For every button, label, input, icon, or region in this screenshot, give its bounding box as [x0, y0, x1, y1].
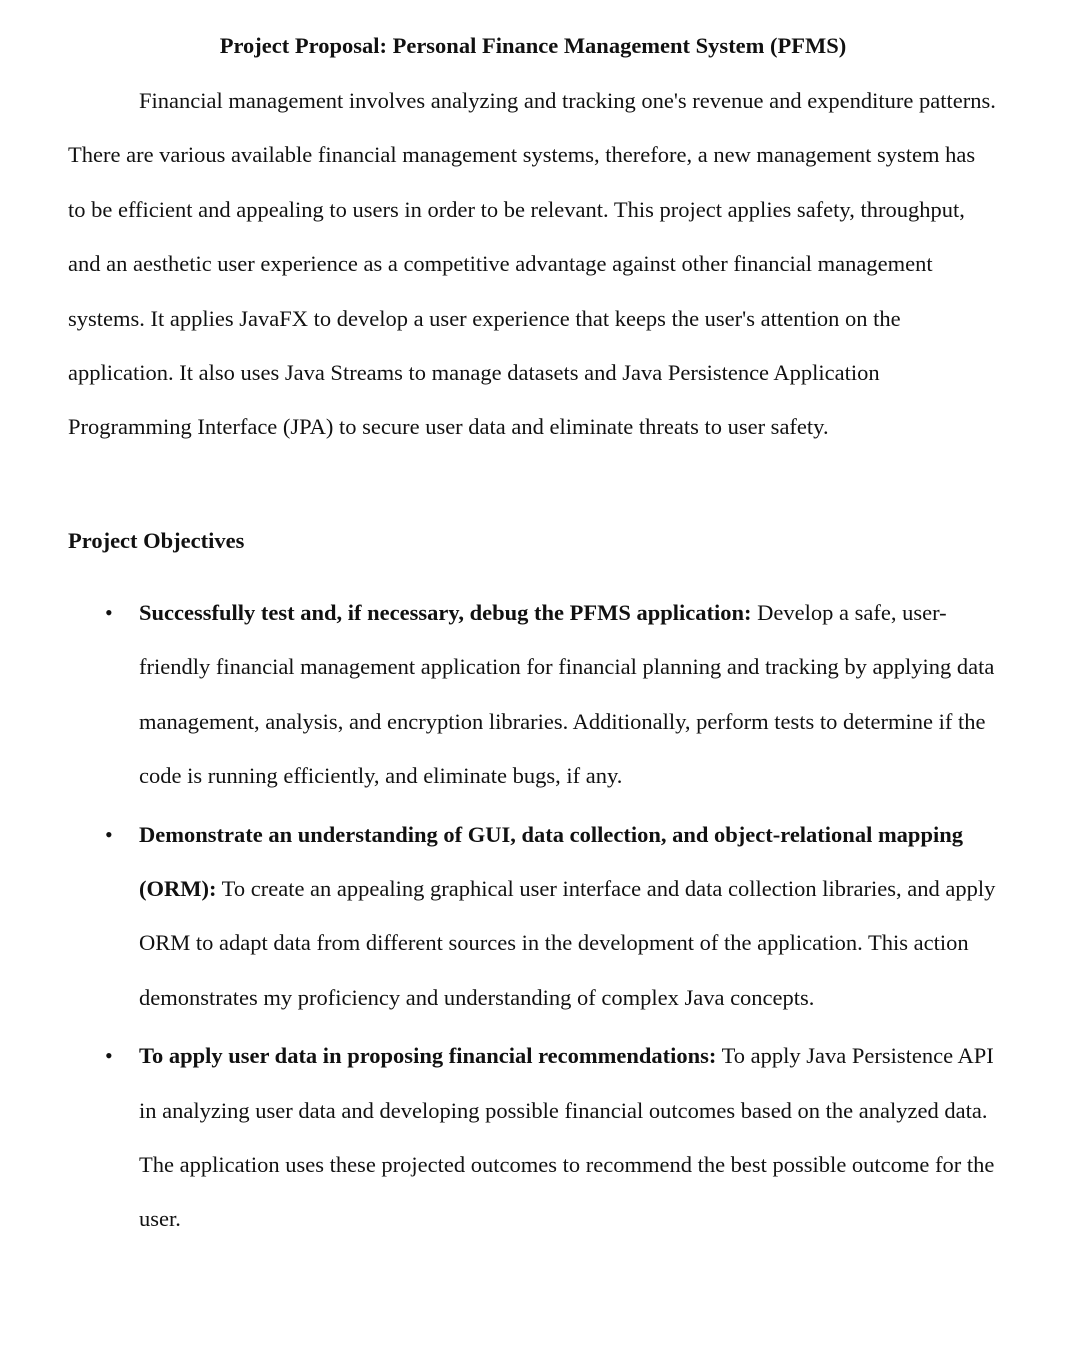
objective-text: To apply Java Persistence API in analyzing user data and developing possible financial outcomes based on the analyzed data. The application uses these projected outcomes to recommend the best possible outcome for the user. [139, 1043, 995, 1232]
bullet-icon: • [105, 1043, 113, 1069]
objective-heading: Demonstrate an understanding of GUI, data collection, and object-relational mapping (ORM): [139, 821, 963, 902]
intro-paragraph: Financial management involves analyzing and tracking one's revenue and expenditure patterns. There are various available financial management systems, therefore, a new management system has to be efficient and appealing to users in order to be relevant. This project applies safety, throughput, and an aesthetic user experience as a competitive advantage against other financial management systems. It applies JavaFX to develop a user experience that keeps the user's attention on the application. It also uses Java Streams to manage datasets and Java Persistence Application Programming Interface (JPA) to secure user data and eliminate threats to user safety. [68, 88, 996, 440]
document-title: Project Proposal: Personal Finance Management System (PFMS) [219, 33, 847, 58]
objective-text: To create an appealing graphical user interface and data collection libraries, and apply ORM to adapt data from different sources in the development of the application. This action demonstrates my proficiency and understanding of complex Java concepts. [139, 876, 996, 1010]
objectives-list [68, 586, 998, 1251]
objective-item [68, 586, 998, 804]
objective-heading: Successfully test and, if necessary, debug the PFMS application: [139, 600, 752, 625]
bullet-icon: • [105, 821, 113, 847]
section-heading-objectives: Project Objectives [68, 528, 245, 553]
objective-item [68, 808, 998, 1026]
objective-item [68, 1029, 998, 1247]
objective-heading: To apply user data in proposing financial recommendations: [139, 1043, 717, 1069]
objective-text: Develop a safe, user-friendly financial management application for financial planning and tracking by applying data management, analysis, and encryption libraries. Additionally, perform tests to determine if the code is running efficiently, and eliminate bugs, if any. [139, 600, 995, 789]
bullet-icon: • [105, 600, 113, 625]
